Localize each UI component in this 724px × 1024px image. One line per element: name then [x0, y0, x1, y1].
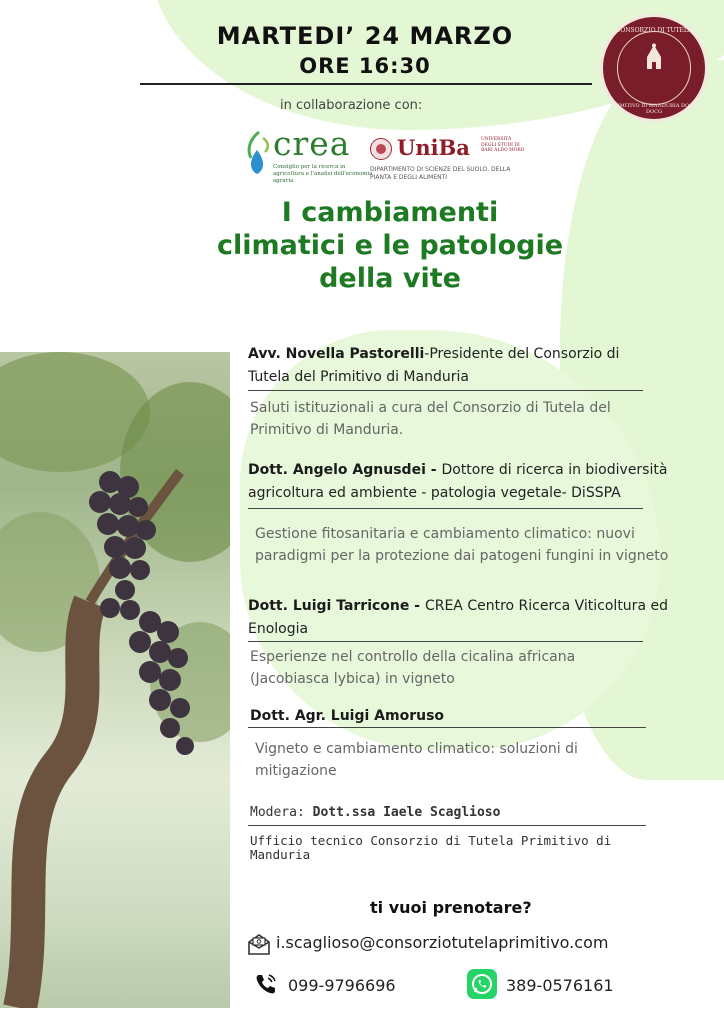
- moderator-label: Modera:: [250, 805, 313, 820]
- speaker-2-name: Dott. Angelo Agnusdei -: [248, 462, 442, 478]
- speaker-1-topic: Saluti istituzionali a cura del Consorzio di Tutela del Primitivo di Manduria.: [250, 400, 611, 438]
- vineyard-grapes-illustration: [0, 352, 230, 1008]
- speaker-1: [248, 343, 658, 389]
- speaker-1-role: -Presidente del Consorzio di Tutela del Primitivo di Manduria: [248, 346, 620, 385]
- consorzio-logo-ring-bottom: PRIMITIVO DI MANDURIA DOC e DOCG: [610, 103, 698, 115]
- email-link[interactable]: i.scaglioso@consorziotutelaprimitivo.com: [276, 933, 609, 952]
- speaker-2-divider: [248, 508, 643, 509]
- moderator-description: Ufficio tecnico Consorzio di Tutela Primitivo di Manduria: [250, 833, 612, 862]
- speaker-2-topic: Gestione fitosanitaria e cambiamento climatico: nuovi paradigmi per la protezione dai patogeni fungini in vigneto: [255, 526, 669, 564]
- trullo-icon: [641, 43, 667, 73]
- moderator-name: Dott.ssa Iaele Scaglioso: [312, 805, 501, 820]
- phone-icon: [254, 972, 278, 996]
- crea-drop-icon: [243, 128, 271, 178]
- speaker-3-role: CREA Centro Ricerca Viticoltura ed Enologia: [248, 598, 668, 637]
- booking-prompt: ti vuoi prenotare?: [370, 898, 532, 917]
- vineyard-photo: [0, 352, 230, 1008]
- event-title-line-1: I cambiamenti: [281, 197, 499, 228]
- collaboration-label: in collaborazione con:: [280, 98, 423, 113]
- uniba-logo-wordmark: UniBa: [397, 135, 470, 160]
- moderator-divider: [248, 825, 646, 826]
- header-divider: [140, 83, 592, 85]
- speaker-1-name: Avv. Novella Pastorelli: [248, 346, 425, 362]
- event-time: ORE 16:30: [299, 54, 431, 78]
- uniba-university-name: UNIVERSITÀ DEGLI STUDI DI BARI ALDO MORO: [481, 137, 525, 153]
- speaker-3: [248, 595, 708, 641]
- event-title-line-3: della vite: [319, 263, 461, 294]
- event-title-line-2: climatici e le patologie: [216, 230, 564, 261]
- consorzio-logo-ring-top: CONSORZIO DI TUTELA: [615, 27, 693, 34]
- email-icon: [247, 932, 271, 956]
- crea-logo-subtitle: Consiglio per la ricerca in agricoltura e l'analisi dell'economia agraria: [273, 164, 373, 184]
- speaker-4-divider: [248, 727, 646, 728]
- whatsapp-icon: [467, 969, 497, 999]
- event-title: [175, 196, 605, 295]
- speaker-1-divider: [248, 390, 643, 391]
- speaker-4-topic: Vigneto e cambiamento climatico: soluzioni di mitigazione: [255, 741, 578, 779]
- crea-logo-wordmark: crea: [273, 124, 351, 163]
- speaker-3-topic: Esperienze nel controllo della cicalina africana (Jacobiasca lybica) in vigneto: [250, 649, 576, 687]
- speaker-2: [248, 459, 688, 505]
- crea-logo: [243, 122, 373, 184]
- moderator-line: [250, 805, 500, 820]
- uniba-seal-icon: [370, 138, 392, 160]
- speaker-4: [250, 705, 650, 728]
- phone-number[interactable]: 099-9796696: [288, 976, 396, 995]
- speaker-2-role: Dottore di ricerca in biodiversità agricoltura ed ambiente - patologia vegetale- DiSSPA: [248, 462, 668, 501]
- uniba-logo: [370, 135, 525, 185]
- speaker-4-name: Dott. Agr. Luigi Amoruso: [250, 708, 445, 724]
- speaker-3-divider: [248, 641, 643, 642]
- consorzio-logo: [600, 14, 708, 122]
- uniba-department-name: DIPARTIMENTO DI SCIENZE DEL SUOLO, DELLA PIANTA E DEGLI ALIMENTI: [370, 166, 511, 181]
- speaker-3-name: Dott. Luigi Tarricone -: [248, 598, 425, 614]
- whatsapp-number[interactable]: 389-0576161: [506, 976, 614, 995]
- event-date: MARTEDI’ 24 MARZO: [216, 22, 514, 50]
